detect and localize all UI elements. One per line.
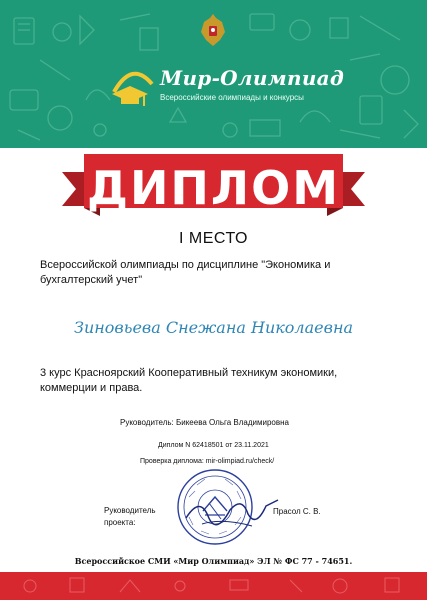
handwritten-signature <box>182 488 282 536</box>
student-organization: 3 курс Красноярский Кооперативный техникум экономики, коммерции и права. <box>40 367 338 394</box>
supervisor-line: Руководитель: Бикеева Ольга Владимировна <box>120 418 289 427</box>
project-lead-name: Прасол С. В. <box>273 507 321 516</box>
brand-subtitle: Всероссийские олимпиады и конкурсы <box>160 93 304 102</box>
project-lead-label-text: Руководитель проекта: <box>104 506 156 527</box>
olympiad-discipline: Всероссийской олимпиады по дисциплине "Экономика и бухгалтерский учет" <box>40 259 331 286</box>
place-label: I МЕСТО <box>179 230 248 247</box>
bottom-decoration-bar <box>0 572 427 600</box>
diploma-number: Диплом N 62418501 от 23.11.2021 <box>158 442 269 449</box>
media-registration: Всероссийское СМИ «Мир Олимпиад» ЭЛ № ФС 77 - 74651. <box>74 556 353 566</box>
project-lead-label <box>104 505 156 529</box>
verification-link[interactable]: Проверка диплома: mir-olimpiad.ru/check/ <box>140 458 275 465</box>
brand-title: Мир-Олимпиад <box>160 66 345 90</box>
student-name: Зиновьева Снежана Николаевна <box>73 318 354 337</box>
diploma-title: ДИПЛОМ <box>86 161 341 215</box>
